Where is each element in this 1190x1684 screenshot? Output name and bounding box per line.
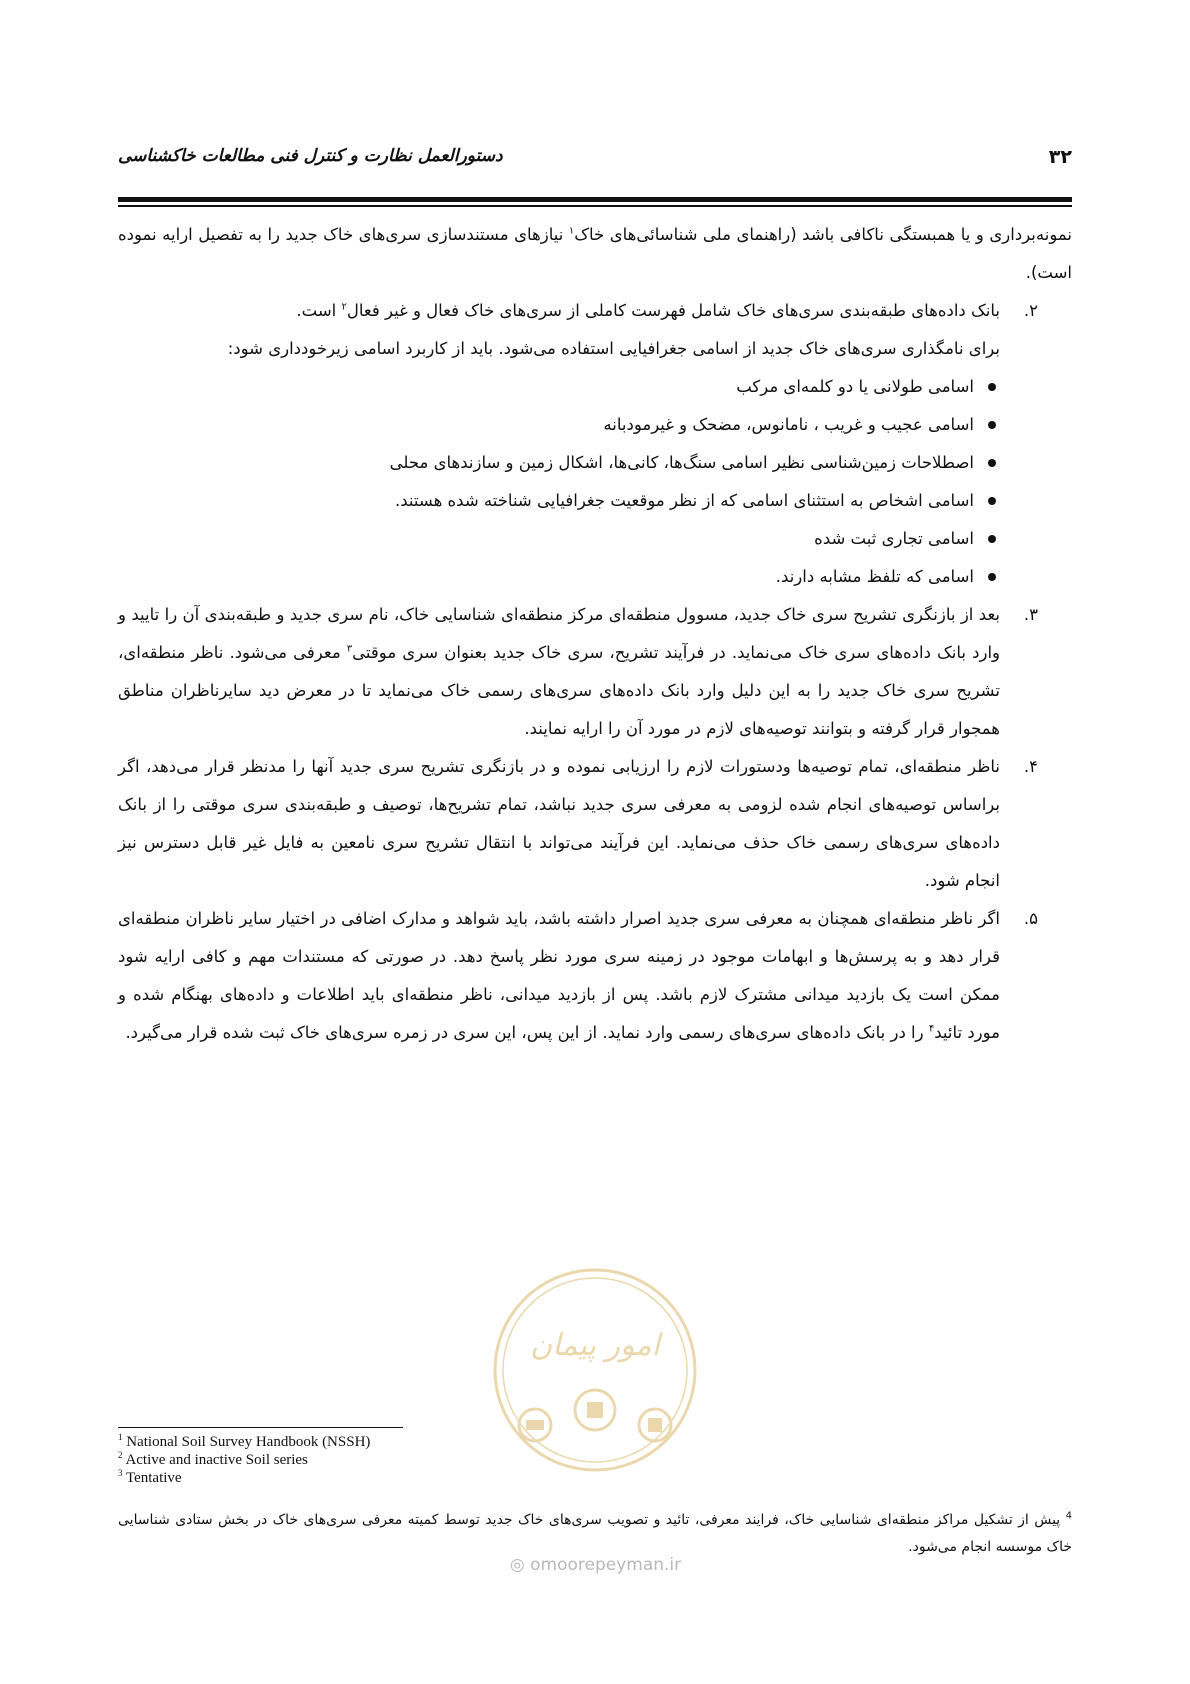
item-number: ۴. [1023,757,1038,776]
page-number: ۳۲ [1048,146,1072,168]
running-title: دستورالعمل نظارت و کنترل فنی مطالعات خاکشناسی [118,146,503,166]
logo-text: امور پیمان [530,1328,660,1363]
list-item: اسامی تجاری ثبت شده [118,520,1072,558]
watermark-site: ◎ omoorepeyman.ir [509,1555,682,1575]
bullet-icon [988,421,996,429]
naming-intro: برای نامگذاری سری‌های خاک جدید از اسامی جغرافیایی استفاده می‌شود. باید از کاربرد اسامی زیرخودداری شود: [227,339,1000,358]
header-rule-thin [118,205,1072,207]
footnote-ref-3: ۳ [346,643,353,655]
list-item: اسامی اشخاص به استثنای اسامی که از نظر موقعیت جغرافیایی شناخته شده هستند. [118,482,1072,520]
bullet-icon [988,573,996,581]
list-item: اسامی که تلفظ مشابه دارند. [118,558,1072,596]
item-number: ۲. [1023,301,1038,320]
footnote-ref-2: ۲ [341,301,347,313]
item-number: ۵. [1023,909,1038,928]
list-item: اسامی طولانی یا دو کلمه‌ای مرکب [118,368,1072,406]
omoorepeyman-seal-logo [490,1265,700,1475]
list-item-3: ۳. بعد از بازنگری تشریح سری خاک جدید، مسوول منطقه‌ای مرکز منطقه‌ای شناسایی خاک، نام سری جدید و طبقه‌بندی آن را تایید و وارد بانک داده‌های سری خاک می‌نماید. در فرآیند تشریح، سری خاک جدید بعنوان سری موقتی$^۳$ معرفی می‌شود. ناظر منطقه‌ای، تشریح سری خاک جدید را به این دلیل وارد بانک داده‌های سری‌های رسمی خاک می‌نماید تا در معرض دید سایرناظران مناطق همجوار قرار گرفته و بتوانند توصیه‌های لازم در مورد آن را ارایه نمایند. [118,596,1072,748]
list-item: اصطلاحات زمین‌شناسی نظیر اسامی سنگ‌ها، کانی‌ها، اشکال زمین و سازندهای محلی [118,444,1072,482]
paragraph-continued: نمونه‌برداری و یا همبستگی ناکافی باشد (راهنمای ملی شناسائی‌های خاک$^۱$ نیازهای مستندسازی سری‌های خاک جدید را به تفصیل ارایه نموده است). [118,225,1072,282]
footnote-separator [118,1427,403,1428]
footnote-ref-4: ۴ [928,1023,935,1035]
footnote-2: $^2$ Active and inactive Soil series [118,1450,308,1468]
document-body [118,216,1072,1052]
header-rule-thick [118,197,1072,202]
list-item-2: ۲. بانک داده‌های طبقه‌بندی سری‌های خاک شامل فهرست کاملی از سری‌های خاک فعال و غیر فعال$^۲$ است. [118,292,1072,330]
footnote-1: $^1$ National Soil Survey Handbook (NSSH) [118,1432,371,1450]
page-header [118,140,1072,180]
bullet-icon [988,497,996,505]
list-item: اسامی عجیب و غریب ، نامانوس، مضحک و غیرمودبانه [118,406,1072,444]
footnote-3: $^3$ Tentative [118,1468,182,1486]
bullet-icon [988,535,996,543]
list-item-4: ۴. ناظر منطقه‌ای، تمام توصیه‌ها ودستورات لازم را ارزیابی نموده و در بازنگری تشریح سری جدید آنها را مدنظر قرار می‌دهد، اگر براساس توصیه‌های انجام شده لزومی به معرفی سری جدید نباشد، تمام تشریح‌ها، توصیف و طبقه‌بندی سری موقتی را از بانک داده‌های سری‌های رسمی خاک حذف می‌نماید. این فرآیند می‌تواند با انتقال تشریح سری نامعین به فایل غیر قابل دسترس نیز انجام شود. [118,748,1072,900]
item-number: ۳. [1023,605,1038,624]
bullet-list [118,368,1072,596]
footnote-4: $^4$ پیش از تشکیل مراکز منطقه‌ای شناسایی خاک، فرایند معرفی، تائید و تصویب سری‌های خاک جدید توسط کمیته معرفی سری‌های خاک در بخش ستادی شناسایی خاک موسسه انجام می‌شود. [118,1510,1073,1555]
list-item-5: ۵. اگر ناظر منطقه‌ای همچنان به معرفی سری جدید اصرار داشته باشد، باید شواهد و مدارک اضافی در اختیار سایر ناظران منطقه‌ای قرار دهد و به پرسش‌ها و ابهامات موجود در زمینه سری مورد نظر پاسخ دهد. در صورتی که مستندات مهم و کافی ارایه شود ممکن است یک بازدید میدانی مشترک لازم باشد. پس از بازدید میدانی، ناظر منطقه‌ای باید اطلاعات و داده‌های بهنگام شده و مورد تائید$^۴$ را در بانک داده‌های سری‌های رسمی وارد نماید. از این پس، این سری در زمره سری‌های خاک ثبت شده قرار می‌گیرد. [118,900,1072,1052]
bullet-icon [988,383,996,391]
bullet-icon [988,459,996,467]
footnote-ref-1: ۱ [568,225,575,237]
